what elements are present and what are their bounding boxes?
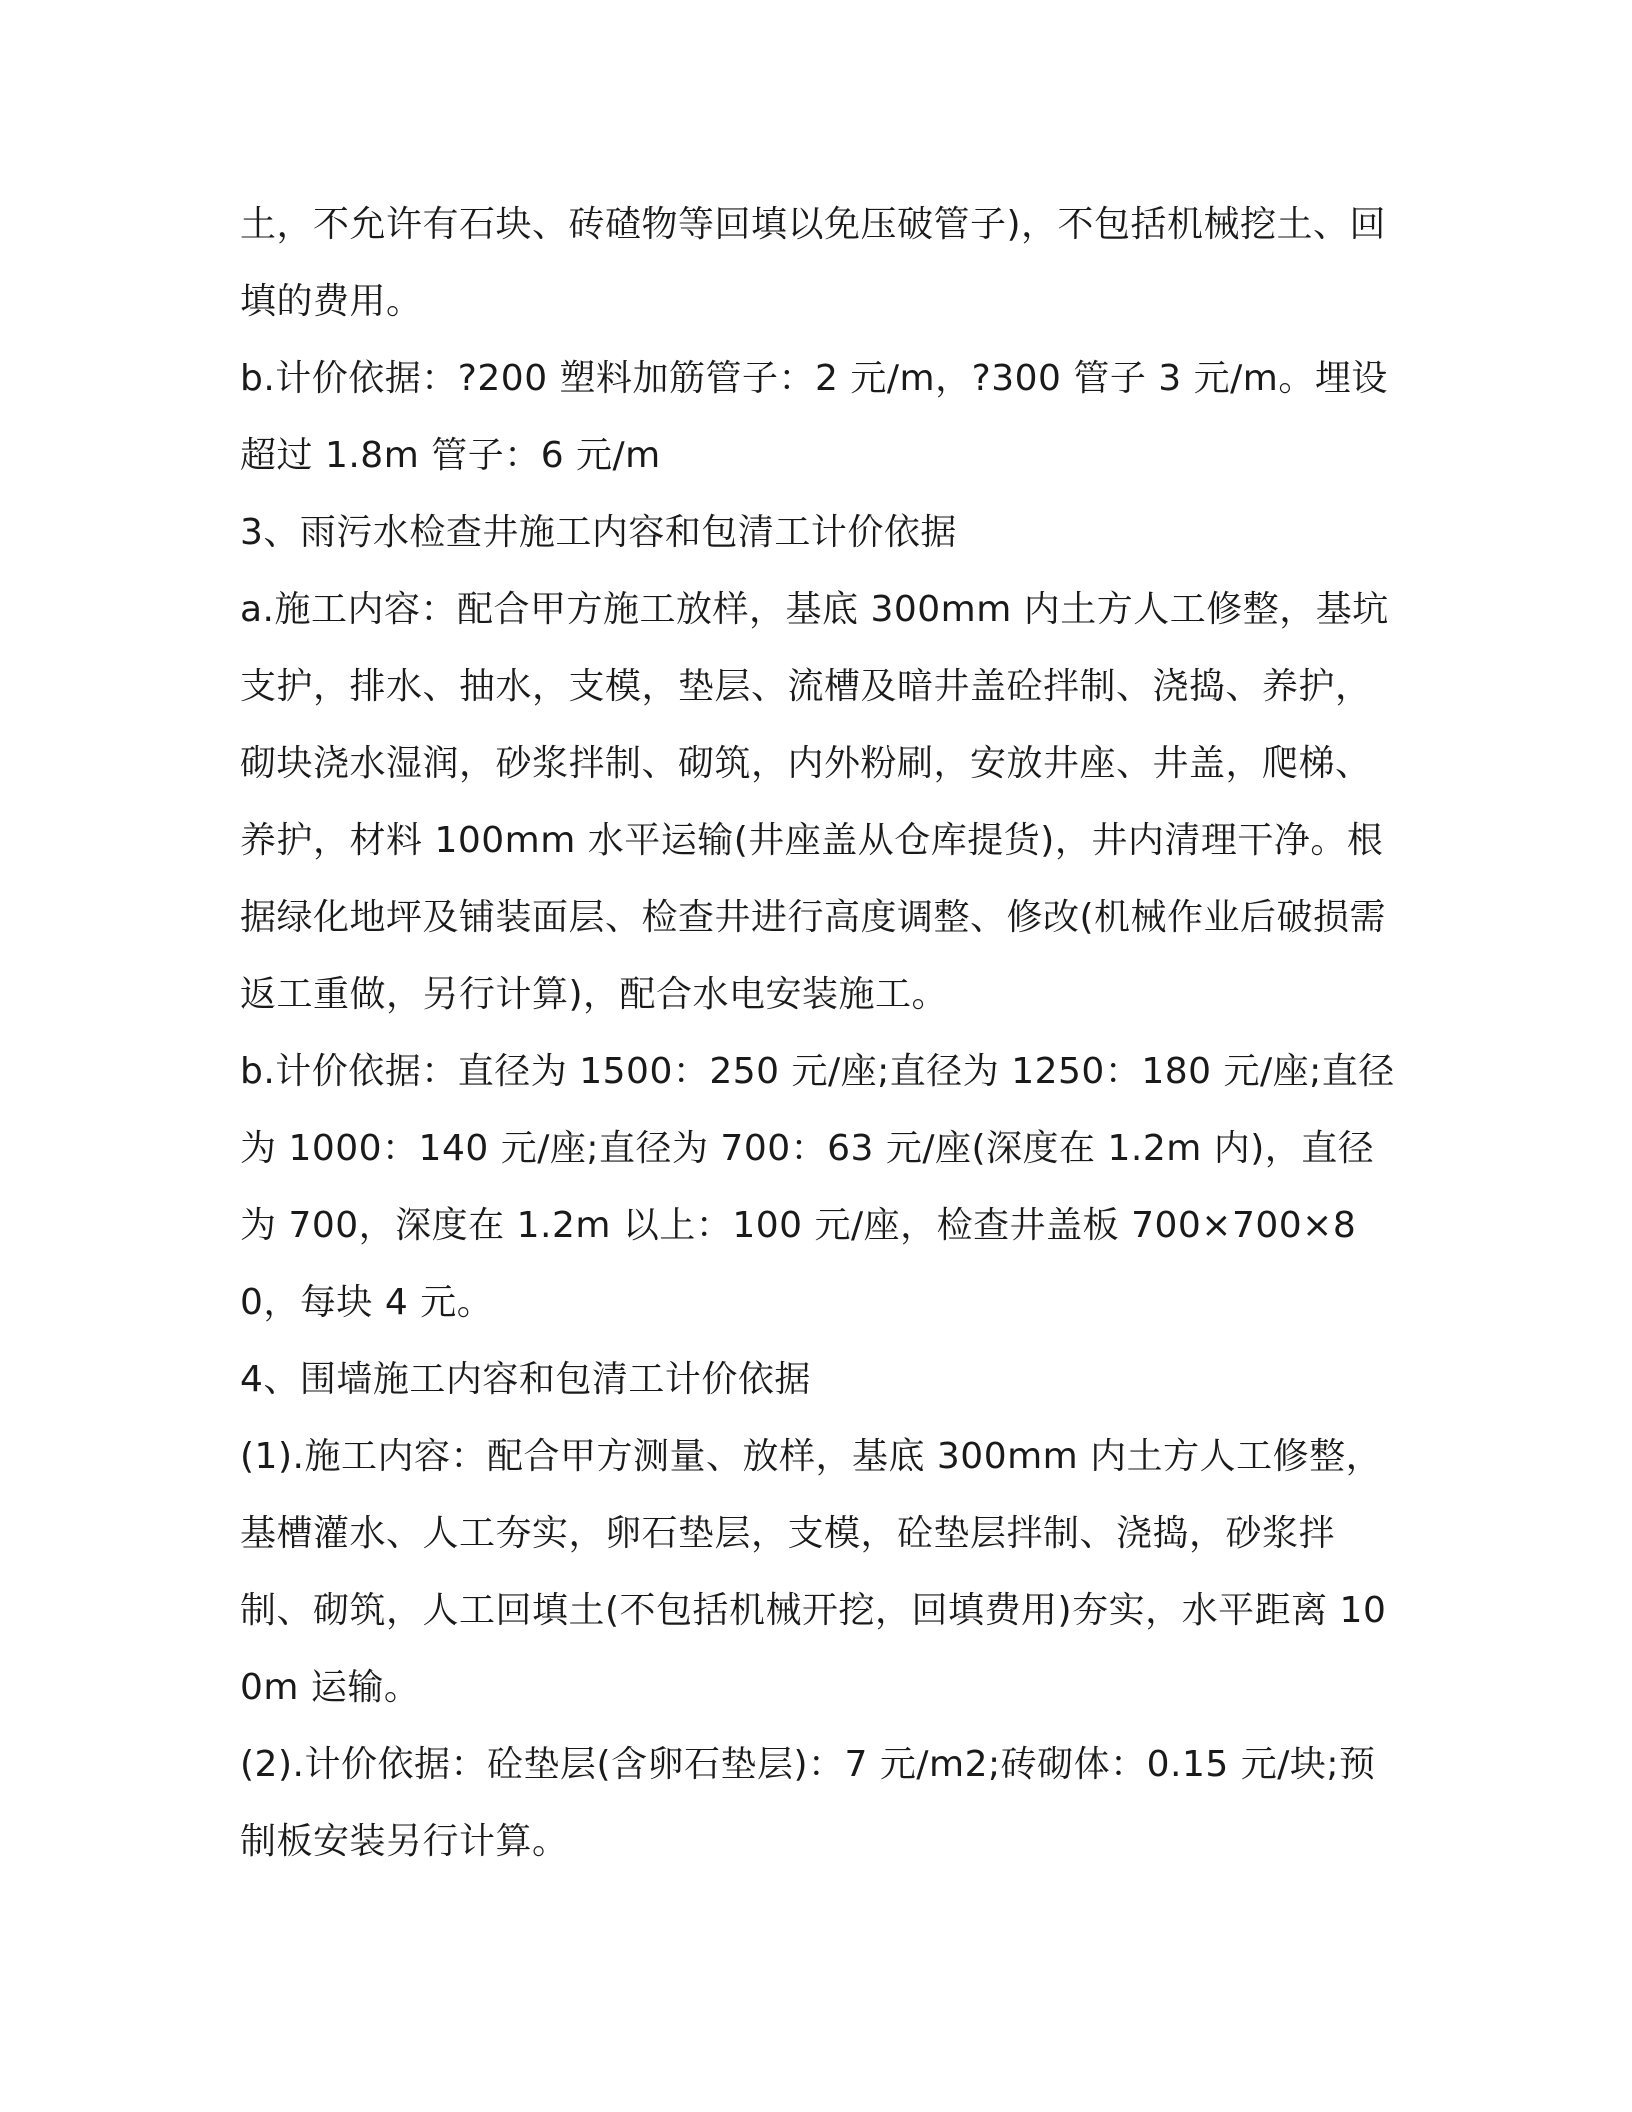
paragraph-backfill-continuation: 土，不允许有石块、砖碴物等回填以免压破管子)，不包括机械挖土、回填的费用。 (240, 204, 1387, 322)
heading-section-4: 4、围墙施工内容和包清工计价依据 (240, 1359, 811, 1400)
paragraph-pipe-pricing: b.计价依据：?200 塑料加筋管子：2 元/m，?300 管子 3 元/m。埋设超过 1.8m 管子：6 元/m (240, 358, 1388, 476)
paragraph-manhole-scope: a.施工内容：配合甲方施工放样，基底 300mm 内土方人工修整，基坑支护，排水、抽水，支模，垫层、流槽及暗井盖砼拌制、浇捣、养护，砌块浇水湿润，砂浆拌制、砌筑，内外粉刷，安放井座、井盖，爬梯、养护，材料 100mm 水平运输(井座盖从仓库提货)，井内清理干净。根据绿化地坪及铺装面层、检查井进行高度调整、修改(机械作业后破损需返工重做，另行计算)，配合水电安装施工。 (240, 589, 1389, 1015)
document-body (240, 186, 1400, 1880)
paragraph-manhole-pricing: b.计价依据：直径为 1500：250 元/座;直径为 1250：180 元/座;直径为 1000：140 元/座;直径为 700：63 元/座(深度在 1.2m 内)，直径为 700，深度在 1.2m 以上：100 元/座，检查井盖板 700×700×80，每块 4 元。 (240, 1051, 1395, 1323)
paragraph-wall-pricing: (2).计价依据：砼垫层(含卵石垫层)：7 元/m2;砖砌体：0.15 元/块;预制板安装另行计算。 (240, 1744, 1376, 1862)
paragraph-wall-scope: (1).施工内容：配合甲方测量、放样，基底 300mm 内土方人工修整，基槽灌水、人工夯实，卵石垫层，支模，砼垫层拌制、浇捣，砂浆拌制、砌筑，人工回填土(不包括机械开挖，回填费用)夯实，水平距离 100m 运输。 (240, 1436, 1387, 1708)
heading-section-3: 3、雨污水检查井施工内容和包清工计价依据 (240, 512, 957, 553)
